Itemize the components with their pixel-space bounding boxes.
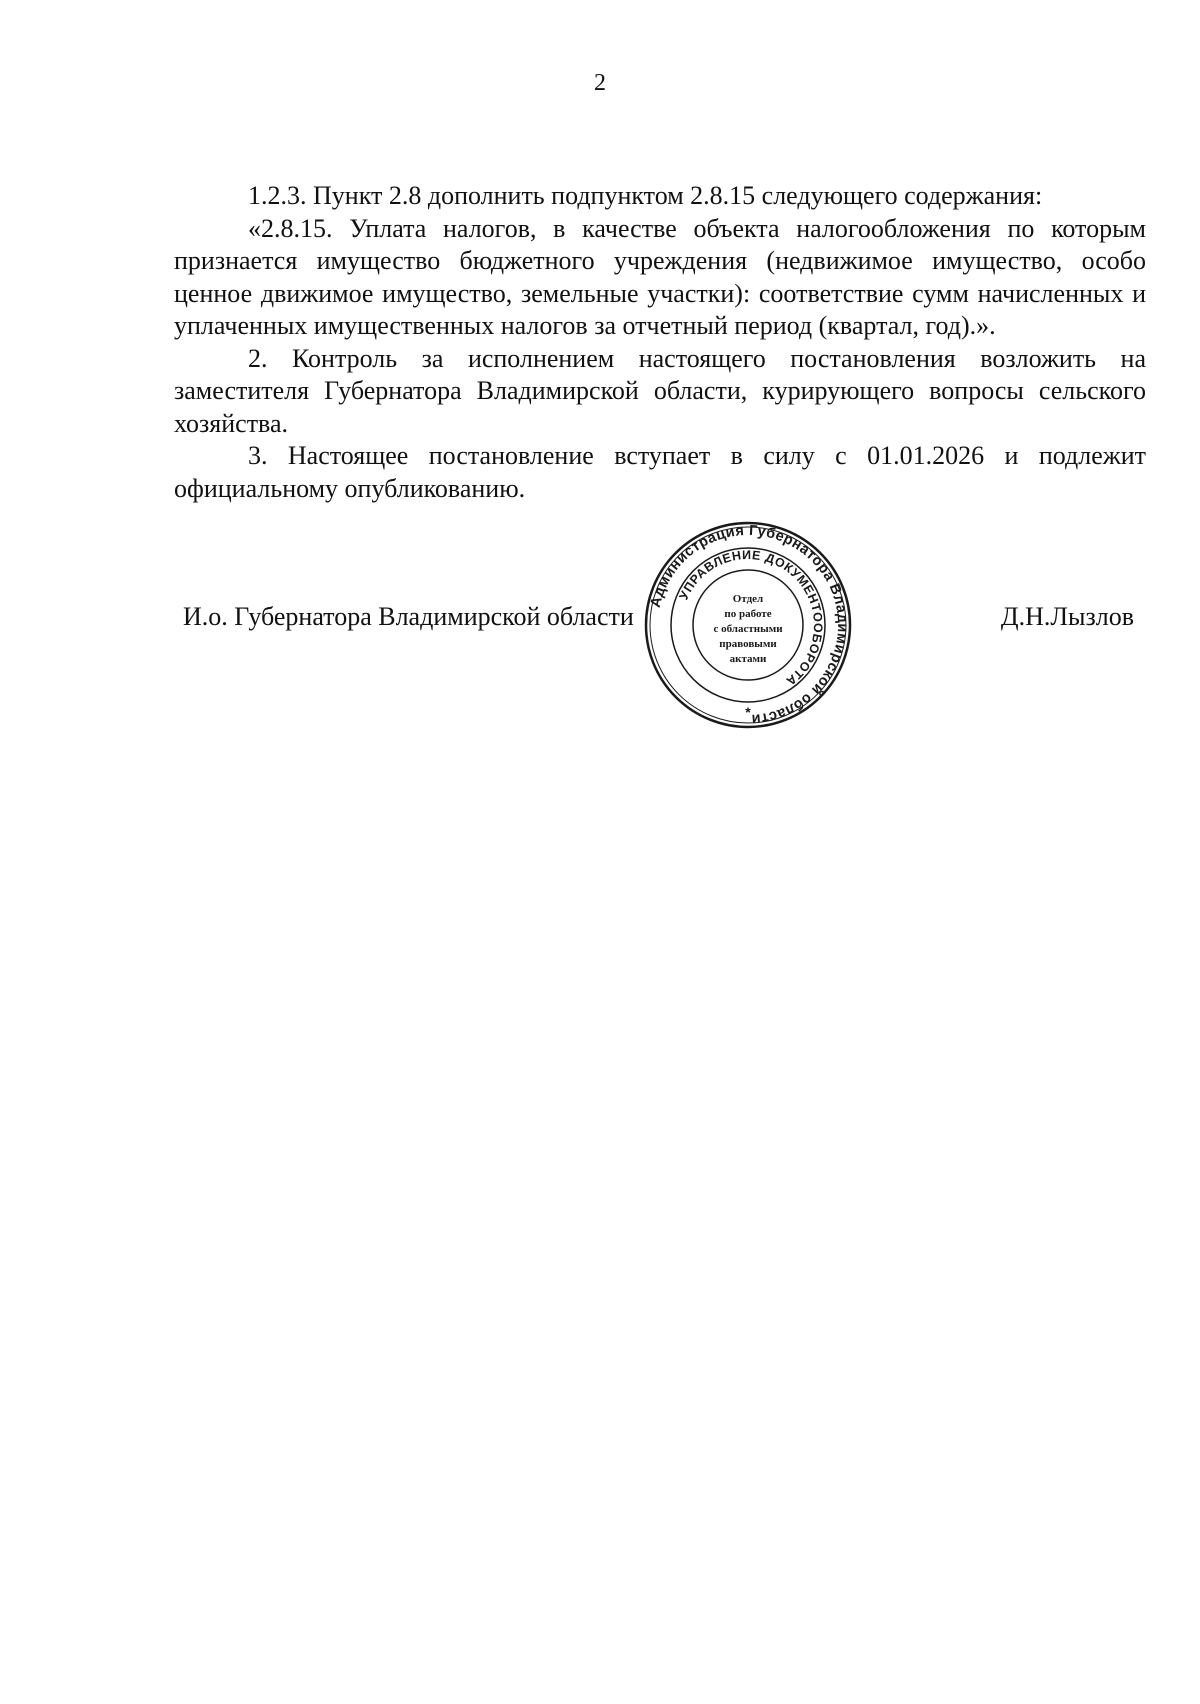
paragraph-1-2-3: 1.2.3. Пункт 2.8 дополнить подпунктом 2.8.15 следующего содержания:	[248, 181, 1043, 210]
stamp-center-line-4: правовыми	[719, 638, 777, 650]
official-stamp	[643, 520, 853, 730]
paragraph-2: 2. Контроль за исполнением настоящего постановления возложить на заместителя Губернатора Владимирской области, курирующего вопросы сельского хозяйства.	[174, 343, 1146, 438]
document-body	[174, 180, 1146, 505]
paragraph-3: 3. Настоящее постановление вступает в силу с 01.01.2026 и подлежит официальному опубликованию.	[174, 441, 1146, 503]
stamp-center-line-1: Отдел	[732, 593, 764, 605]
stamp-star-icon: *	[745, 704, 751, 720]
signature-title: И.о. Губернатора Владимирской области	[183, 602, 634, 631]
signature-name: Д.Н.Лызлов	[1000, 602, 1134, 631]
stamp-seal-icon	[643, 520, 853, 730]
paragraph-2-8-15: «2.8.15. Уплата налогов, в качестве объекта налогообложения по которым признается имущество бюджетного учреждения (недвижимое имущество, особо ценное движимое имущество, земельные участки): соответствие сумм начисленных и уплаченных имущественных налогов за отчетный период (квартал, год).».	[174, 213, 1146, 340]
stamp-inner-text: УПРАВЛЕНИЕ ДОКУМЕНТООБОРОТА	[676, 547, 826, 689]
stamp-center-line-5: актами	[729, 653, 767, 665]
stamp-center-line-2: по работе	[724, 608, 772, 620]
stamp-center-line-3: с областными	[713, 623, 783, 635]
page-number: 2	[594, 70, 606, 96]
stamp-outer-text: Администрация Губернатора Владимирской области	[647, 522, 851, 728]
